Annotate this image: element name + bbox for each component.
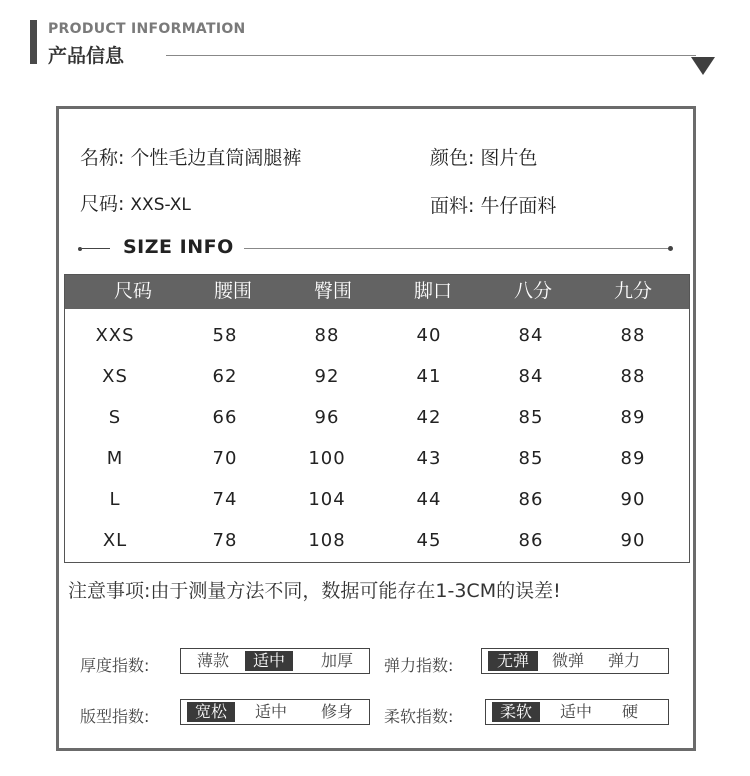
index-option: 薄款 (196, 651, 229, 670)
table-header-cell: 尺码 (113, 280, 152, 302)
table-cell: 84 (518, 325, 544, 346)
table-cell: 42 (416, 407, 442, 428)
product-name-value: 个性毛边直筒阔腿裤 (130, 147, 302, 169)
table-cell: 90 (620, 489, 646, 510)
softness-index-scale (485, 699, 669, 725)
triangle-down-icon (691, 57, 715, 75)
size-info-title: SIZE INFO (123, 236, 234, 258)
index-option: 宽松 (187, 702, 235, 722)
table-cell: 88 (620, 325, 646, 346)
table-row (65, 399, 689, 439)
table-cell: 66 (212, 407, 238, 428)
table-row (65, 481, 689, 521)
divider-line (82, 248, 110, 249)
table-cell: 45 (416, 530, 442, 551)
table-cell: L (109, 489, 121, 510)
header-title-cn: 产品信息 (48, 45, 125, 67)
table-cell: 86 (518, 489, 544, 510)
elasticity-index-scale (481, 648, 669, 674)
measurement-note: 注意事项:由于测量方法不同，数据可能存在1-3CM的误差! (68, 580, 561, 602)
fit-index-label: 版型指数: (80, 707, 150, 726)
table-cell: 89 (620, 407, 646, 428)
product-color-value: 图片色 (480, 147, 538, 169)
table-cell: 89 (620, 448, 646, 469)
table-cell: 84 (518, 366, 544, 387)
table-cell: 104 (308, 489, 346, 510)
product-fabric (430, 191, 556, 218)
table-cell: 74 (212, 489, 238, 510)
table-cell: 90 (620, 530, 646, 551)
divider-line (244, 248, 670, 249)
product-fabric-value: 牛仔面料 (480, 195, 557, 217)
header-title-en: PRODUCT INFORMATION (48, 21, 246, 37)
product-name-label: 名称: (80, 147, 125, 169)
index-option: 硬 (621, 702, 638, 721)
product-size-label: 尺码: (80, 193, 125, 215)
table-cell: 43 (416, 448, 442, 469)
softness-index-label: 柔软指数: (384, 707, 454, 726)
table-cell: XL (102, 530, 128, 551)
table-cell: 88 (314, 325, 340, 346)
table-cell: 70 (212, 448, 238, 469)
index-option: 微弹 (551, 651, 584, 670)
table-header-cell: 腰围 (213, 280, 252, 302)
table-header-cell: 九分 (613, 280, 652, 302)
product-size-value: XXS-XL (130, 195, 191, 215)
header-divider (166, 55, 696, 56)
table-cell: 62 (212, 366, 238, 387)
size-table (64, 274, 690, 563)
table-cell: 44 (416, 489, 442, 510)
table-header (65, 275, 689, 309)
table-row (65, 317, 689, 357)
table-cell: 78 (212, 530, 238, 551)
table-cell: 108 (308, 530, 346, 551)
thickness-index-label: 厚度指数: (80, 656, 150, 675)
table-row (65, 358, 689, 398)
index-option: 无弹 (488, 651, 538, 671)
table-row (65, 522, 689, 562)
table-cell: XS (102, 366, 128, 387)
index-option: 修身 (320, 702, 353, 721)
table-cell: 100 (308, 448, 346, 469)
elasticity-index-label: 弹力指数: (384, 656, 454, 675)
table-header-cell: 臀围 (313, 280, 352, 302)
table-header-cell: 脚口 (413, 280, 452, 302)
table-header-cell: 八分 (513, 280, 552, 302)
table-cell: 40 (416, 325, 442, 346)
fit-index-scale (180, 699, 370, 725)
size-info-divider (78, 236, 674, 260)
header-accent-bar (30, 20, 37, 64)
table-cell: 85 (518, 407, 544, 428)
product-color (430, 143, 537, 170)
table-cell: S (108, 407, 122, 428)
index-option: 加厚 (320, 651, 353, 670)
table-cell: 86 (518, 530, 544, 551)
divider-dot (668, 246, 673, 251)
product-color-label: 颜色: (430, 147, 475, 169)
index-option: 弹力 (607, 651, 640, 670)
table-cell: 92 (314, 366, 340, 387)
index-option: 适中 (254, 702, 287, 721)
product-size (80, 189, 191, 216)
product-fabric-label: 面料: (430, 195, 475, 217)
table-cell: 88 (620, 366, 646, 387)
index-option: 柔软 (492, 702, 540, 722)
table-cell: 41 (416, 366, 442, 387)
table-cell: XXS (95, 325, 135, 346)
product-name (80, 143, 301, 170)
table-cell: 96 (314, 407, 340, 428)
table-cell: 58 (212, 325, 238, 346)
thickness-index-scale (180, 648, 370, 674)
table-cell: M (106, 448, 124, 469)
table-cell: 85 (518, 448, 544, 469)
index-option: 适中 (559, 702, 592, 721)
table-row (65, 440, 689, 480)
index-option: 适中 (245, 651, 293, 671)
